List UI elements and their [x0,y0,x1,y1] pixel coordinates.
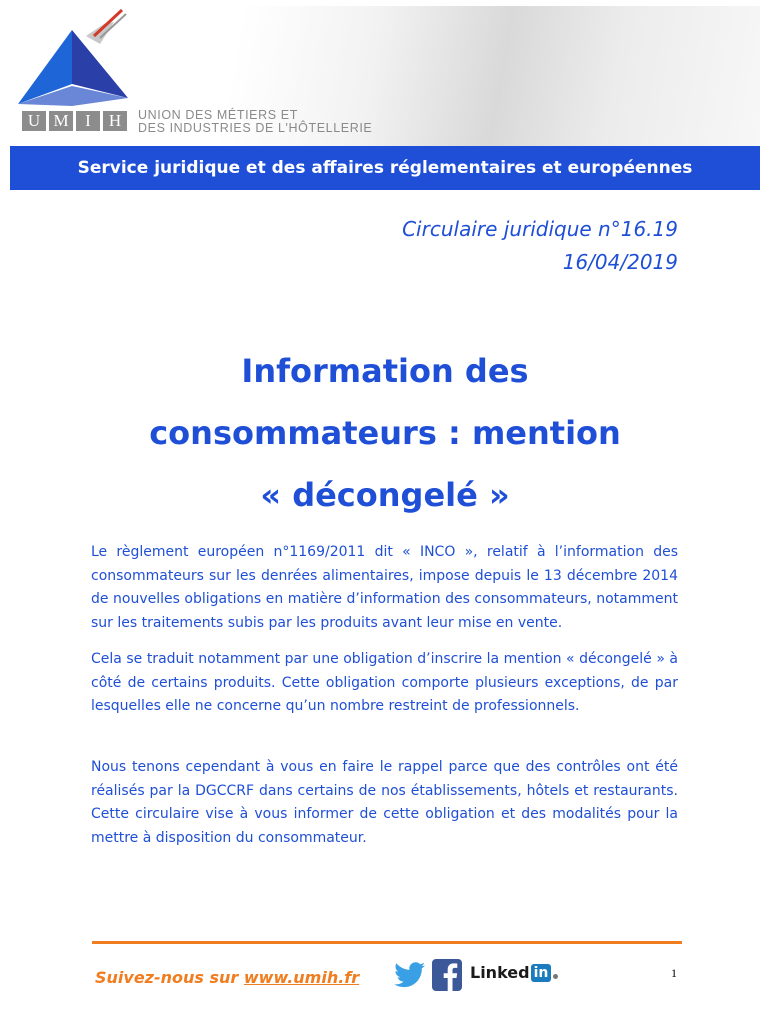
document-title-line2: consommateurs : mention [149,414,621,452]
follow-us-label: Suivez-nous sur [95,968,244,987]
website-link[interactable]: www.umih.fr [243,968,360,987]
org-name-line1: UNION DES MÉTIERS ET [138,108,298,122]
document-title-line3: « décongelé » [260,476,510,514]
logo-letter-i: I [76,111,100,131]
body-paragraph-1: Le règlement européen n°1169/2011 dit « INCO », relatif à l’information des consommateurs sur les denrées alimentaires, impose depuis le 13 décembre 2014 de nouvelles obligations en matière d’information des consommateurs, notamment sur les traitements subis par les produits avant leur mise en vente. [91,544,678,631]
twitter-icon[interactable] [394,962,426,988]
logo-letter-m: M [49,111,73,131]
registered-mark-icon [553,974,558,979]
header [10,6,760,146]
linkedin-in-badge: in [531,964,552,982]
page-number: 1 [671,966,677,980]
linkedin-logo[interactable] [470,963,558,982]
footer-divider [92,941,682,944]
org-name-line2: DES INDUSTRIES DE L'HÔTELLERIE [138,121,373,135]
follow-us-text [95,968,359,987]
circular-label: Circulaire juridique n°16.19 [402,217,678,241]
umih-letter-blocks [22,111,127,131]
linkedin-word: Linked [470,963,530,982]
document-title-line1: Information des [241,352,529,390]
logo-letter-h: H [103,111,127,131]
umih-pyramid-logo [10,6,140,111]
circular-date: 16/04/2019 [562,250,678,274]
service-banner: Service juridique et des affaires réglementaires et européennes [10,146,760,190]
facebook-icon[interactable] [431,958,463,992]
logo-letter-u: U [22,111,46,131]
body-paragraph-2: Cela se traduit notamment par une obligation d’inscrire la mention « décongelé » à côté de certains produits. Cette obligation comporte plusieurs exceptions, de par lesquelles elle ne concerne qu’un nombre restreint de professionnels. [91,651,678,715]
body-paragraph-3: Nous tenons cependant à vous en faire le rappel parce que des contrôles ont été réalisés par la DGCCRF dans certains de nos établissements, hôtels et restaurants. Cette circulaire vise à vous informer de cette obligation et des modalités pour la mettre à disposition du consommateur. [91,759,678,846]
organization-name [138,109,372,135]
